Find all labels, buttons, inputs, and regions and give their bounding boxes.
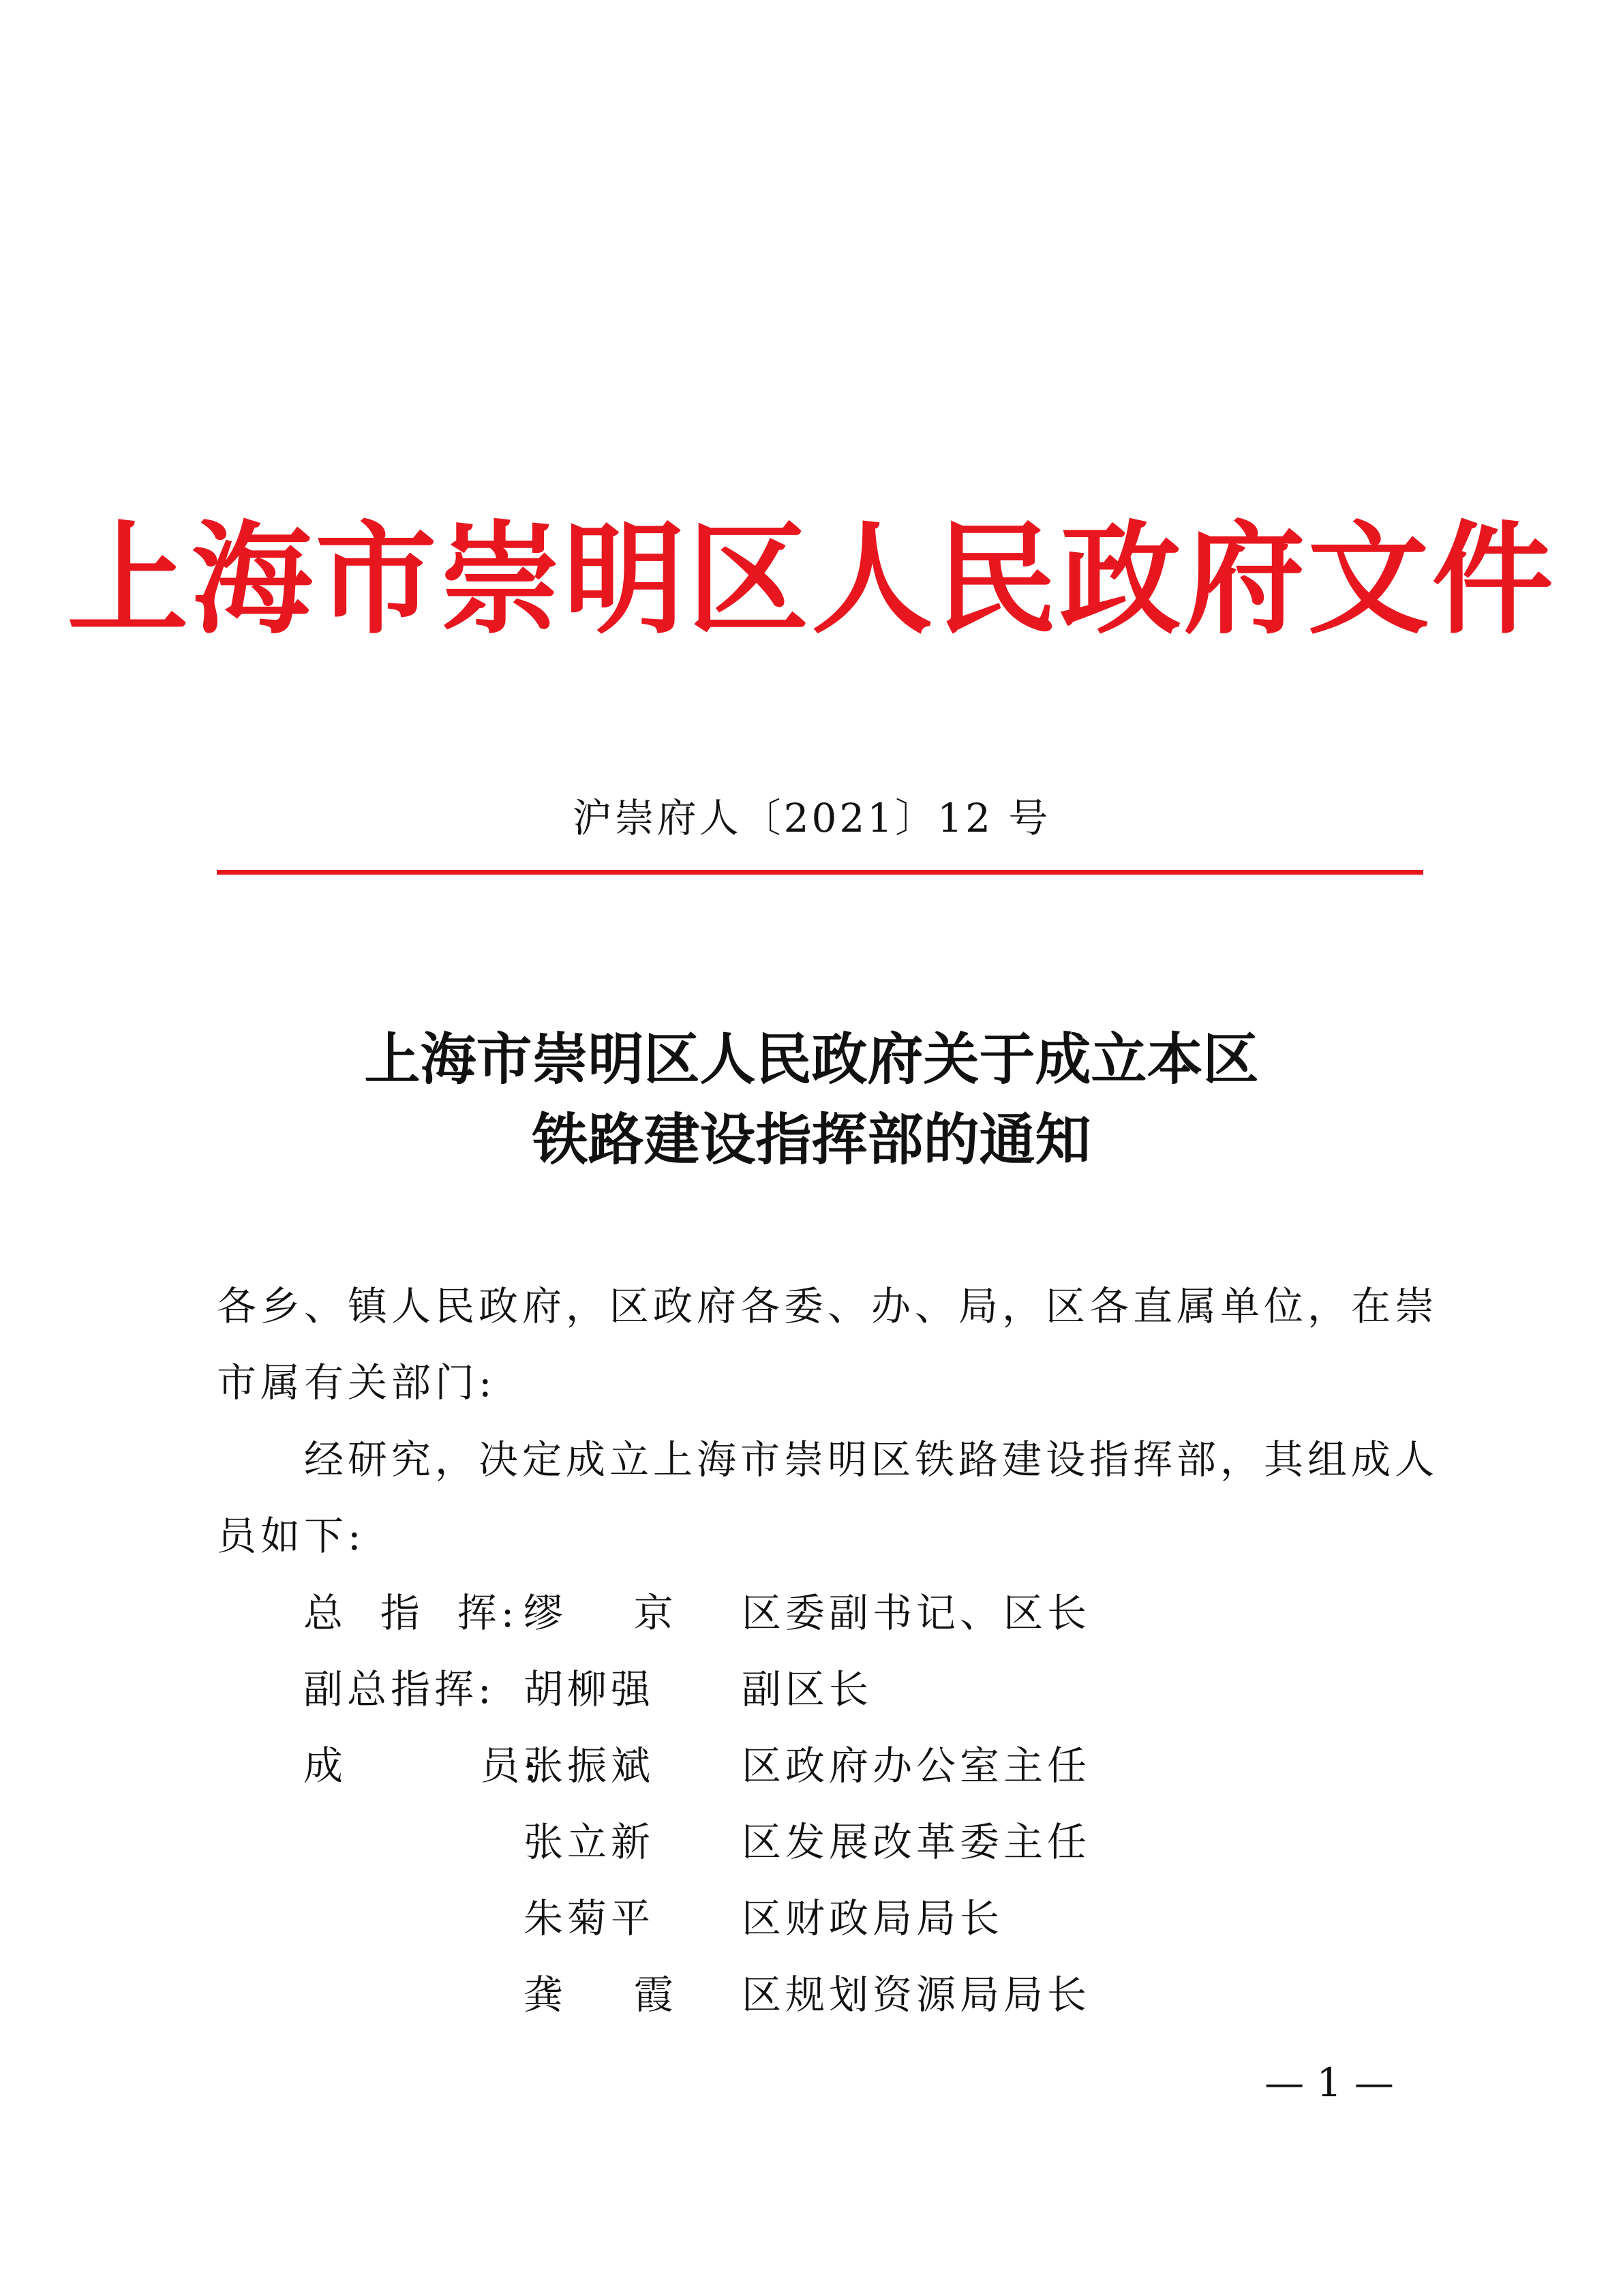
member-position: 区委副书记、区长 — [742, 1590, 1091, 1636]
member-name: 缪 京 — [524, 1590, 678, 1636]
body-paragraph — [217, 1421, 1439, 1574]
member-row — [0, 1651, 1623, 1727]
member-position: 副区长 — [742, 1666, 873, 1712]
member-row — [0, 1575, 1623, 1651]
member-list — [0, 1575, 1623, 2033]
red-divider-line — [217, 870, 1423, 875]
member-name: 张振斌 — [524, 1742, 655, 1789]
page-number: — 1 — — [1264, 2059, 1394, 2106]
member-row — [0, 1957, 1623, 2033]
member-name: 胡柳强 — [524, 1666, 655, 1712]
member-position: 区规划资源局局长 — [742, 1972, 1091, 2018]
member-name: 朱菊平 — [524, 1895, 655, 1942]
addressee — [217, 1268, 1439, 1421]
member-role: 总 指 挥: — [303, 1590, 519, 1636]
member-position: 区财政局局长 — [742, 1895, 1004, 1942]
body-line-2: 员如下: — [217, 1513, 365, 1559]
member-role: 成 员: — [303, 1742, 542, 1789]
member-role: 副总指挥: — [303, 1666, 496, 1712]
member-name: 张立新 — [524, 1819, 655, 1865]
notice-title-line-2: 铁路建设指挥部的通知 — [532, 1107, 1091, 1173]
member-position: 区政府办公室主任 — [742, 1742, 1091, 1789]
member-name: 龚 霞 — [524, 1972, 678, 2018]
notice-title-line-1: 上海市崇明区人民政府关于成立本区 — [364, 1027, 1259, 1092]
addressee-line-2: 市属有关部门: — [217, 1359, 496, 1406]
member-row — [0, 1880, 1623, 1957]
agency-header-title: 上海市崇明区人民政府文件 — [67, 508, 1556, 650]
member-row — [0, 1727, 1623, 1804]
member-row — [0, 1804, 1623, 1880]
member-position: 区发展改革委主任 — [742, 1819, 1091, 1865]
document-number: 沪崇府人〔2021〕12 号 — [572, 795, 1051, 841]
addressee-line-1: 各乡、镇人民政府，区政府各委、办、局，区各直属单位，在崇 — [217, 1283, 1439, 1329]
body-line-1: 经研究，决定成立上海市崇明区铁路建设指挥部，其组成人 — [304, 1436, 1439, 1483]
notice-title — [0, 1019, 1623, 1180]
